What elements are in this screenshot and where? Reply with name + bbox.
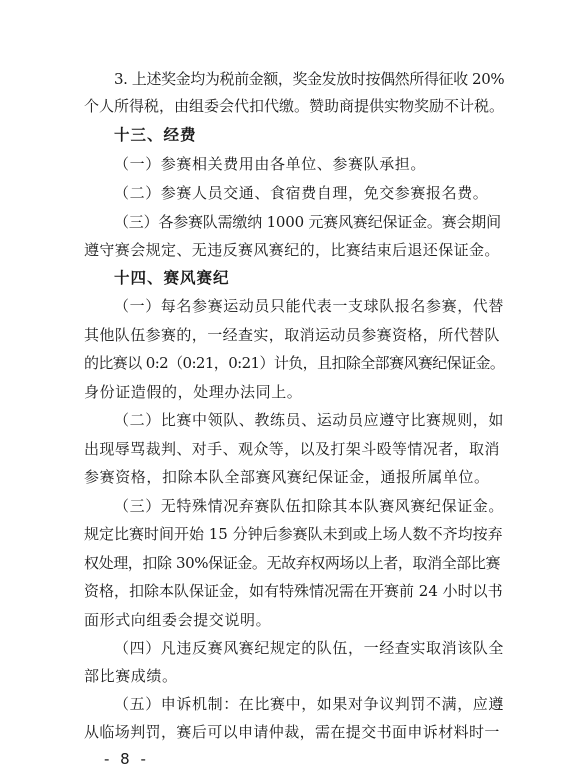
paragraph-line: 参赛资格，扣除本队全部赛风赛纪保证金，通报所属单位。 <box>84 468 490 486</box>
paragraph-line: （二）参赛人员交通、食宿费自理，免交参赛报名费。 <box>114 184 489 202</box>
paragraph-line: 的比赛以 0:2（0:21，0:21）计负，且扣除全部赛风赛纪保证金。 <box>84 354 505 372</box>
paragraph-line: 身份证造假的，处理办法同上。 <box>84 383 303 401</box>
paragraph-line: （二）比赛中领队、教练员、运动员应遵守比赛规则，如 <box>114 411 505 429</box>
paragraph-line: （一）每名参赛运动员只能代表一支球队报名参赛，代替 <box>114 297 505 315</box>
paragraph-line: （五）申诉机制：在比赛中，如果对争议判罚不满，应遵 <box>114 695 505 713</box>
paragraph-line: 从临场判罚，赛后可以申请仲裁，需在提交书面申诉材料时一 <box>84 723 500 741</box>
section-heading-14: 十四、赛风赛纪 <box>114 269 230 287</box>
paragraph-line: 部比赛成绩。 <box>84 667 178 685</box>
paragraph-line: 其他队伍参赛的，一经查实，取消运动员参赛资格，所代替队 <box>84 326 500 344</box>
section-heading-13: 十三、经费 <box>114 126 197 144</box>
paragraph-line: 出现辱骂裁判、对手、观众等，以及打架斗殴等情况者，取消 <box>84 440 500 458</box>
paragraph-line: 3. 上述奖金均为税前金额，奖金发放时按偶然所得征收 20% <box>114 70 505 88</box>
paragraph-line: （四）凡违反赛风赛纪规定的队伍，一经查实取消该队全 <box>114 639 505 657</box>
paragraph-line: （三）各参赛队需缴纳 1000 元赛风赛纪保证金。赛会期间 <box>114 213 501 231</box>
paragraph-line: 权处理，扣除 30%保证金。无故弃权两场以上者，取消全部比赛 <box>84 554 501 572</box>
paragraph-line: 个人所得税，由组委会代扣代缴。赞助商提供实物奖励不计税。 <box>84 97 505 115</box>
paragraph-line: （一）参赛相关费用由各单位、参赛队承担。 <box>114 155 427 173</box>
page-number: - 8 - <box>104 750 149 768</box>
paragraph-line: 遵守赛会规定、无违反赛风赛纪的，比赛结束后退还保证金。 <box>84 241 500 259</box>
paragraph-line: 资格，扣除本队保证金，如有特殊情况需在开赛前 24 小时以书 <box>84 582 503 600</box>
paragraph-line: 面形式向组委会提交说明。 <box>84 611 272 629</box>
paragraph-line: （三）无特殊情况弃赛队伍扣除其本队赛风赛纪保证金。 <box>114 497 505 515</box>
paragraph-line: 规定比赛时间开始 15 分钟后参赛队未到或上场人数不齐均按弃 <box>84 525 503 543</box>
